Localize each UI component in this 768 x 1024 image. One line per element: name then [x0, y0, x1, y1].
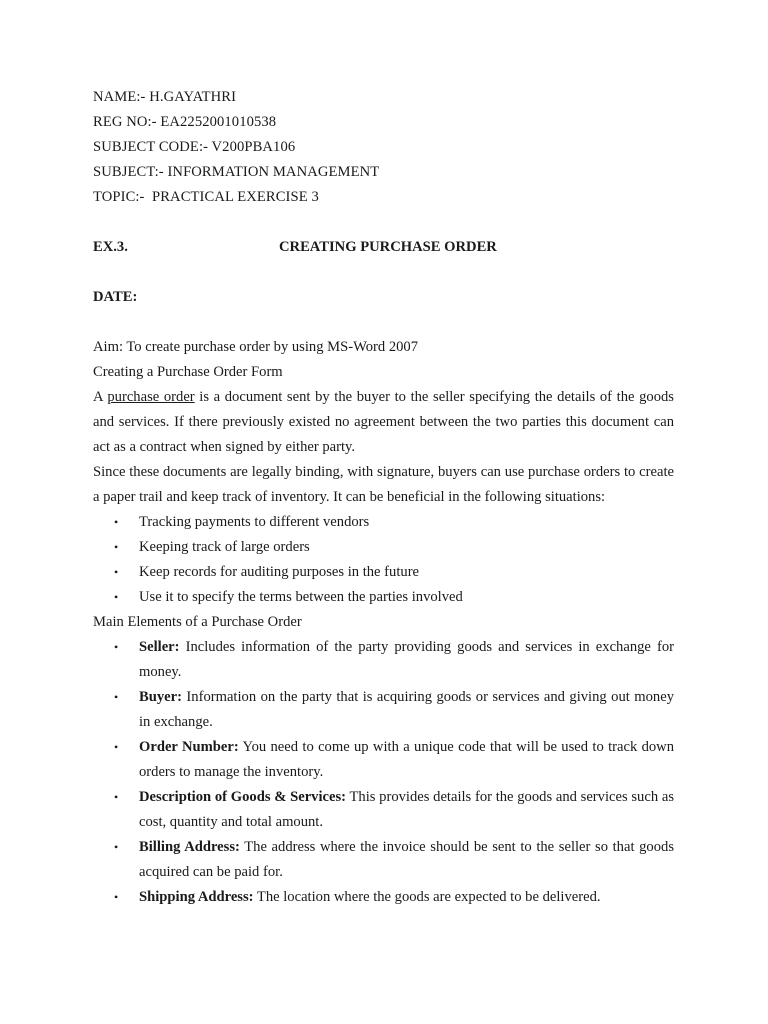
- section-heading: Creating a Purchase Order Form: [93, 364, 283, 380]
- element-text: The location where the goods are expected to be delivered.: [253, 889, 601, 905]
- element-text: Includes information of the party providing goods and services in exchange for money.: [139, 639, 674, 680]
- list-item: [93, 635, 674, 685]
- subject-line: SUBJECT:- INFORMATION MANAGEMENT: [93, 164, 380, 180]
- intro-rest: is a document sent by the buyer to the seller specifying the details of the goods and services. If there previously existed no agreement between the two parties this document can act as a contract when signed by either party.: [93, 389, 674, 455]
- bullet-icon: •: [114, 890, 119, 904]
- bullet-icon: •: [114, 590, 119, 604]
- element-text: You need to come up with a unique code that will be used to track down orders to manage the inventory.: [139, 739, 674, 780]
- bullet-icon: •: [114, 640, 119, 654]
- date-label: DATE:: [93, 289, 138, 305]
- element-text: The address where the invoice should be sent to the seller so that goods acquired can be paid for.: [139, 839, 675, 880]
- student-header: [93, 85, 674, 210]
- elements-list: [93, 635, 674, 910]
- bullet-icon: •: [114, 515, 119, 529]
- elements-heading: Main Elements of a Purchase Order: [93, 614, 302, 630]
- exercise-title: CREATING PURCHASE ORDER: [279, 239, 497, 255]
- element-term: Buyer:: [139, 689, 182, 705]
- bullet-icon: •: [114, 540, 119, 554]
- list-item: • Keeping track of large orders: [93, 535, 674, 560]
- bullet-icon: •: [114, 690, 119, 704]
- situations-list: [93, 510, 674, 610]
- list-item: [93, 685, 674, 735]
- list-item: [93, 835, 674, 885]
- document-page: [93, 85, 674, 910]
- intro-paragraph: [93, 385, 674, 460]
- purchase-order-link[interactable]: purchase order: [107, 389, 195, 405]
- list-item: • Use it to specify the terms between the parties involved: [93, 585, 674, 610]
- element-term: Seller:: [139, 639, 180, 655]
- aim-statement: Aim: To create purchase order by using MS-Word 2007: [93, 339, 419, 355]
- topic-line: TOPIC:- PRACTICAL EXERCISE 3: [93, 189, 319, 205]
- element-term: Description of Goods & Services:: [139, 789, 347, 805]
- element-text: Information on the party that is acquiring goods or services and giving out money in exchange.: [139, 689, 674, 730]
- reg-no-line: REG NO:- EA2252001010538: [93, 114, 277, 130]
- exercise-number: EX.3.: [93, 239, 128, 255]
- bullet-icon: •: [114, 740, 119, 754]
- element-term: Billing Address:: [139, 839, 240, 855]
- bullet-icon: •: [114, 840, 119, 854]
- list-item: • Tracking payments to different vendors: [93, 510, 674, 535]
- element-text: This provides details for the goods and services such as cost, quantity and total amount.: [139, 789, 675, 830]
- element-term: Order Number:: [139, 739, 239, 755]
- element-term: Shipping Address:: [139, 889, 254, 905]
- intro-prefix: A: [93, 389, 108, 405]
- list-item: [93, 735, 674, 785]
- list-item: [93, 785, 674, 835]
- list-item: • Keep records for auditing purposes in the future: [93, 560, 674, 585]
- subject-code-line: SUBJECT CODE:- V200PBA106: [93, 139, 296, 155]
- situations-intro: Since these documents are legally binding, with signature, buyers can use purchase orders to create a paper trail and keep track of inventory. It can be beneficial in the following situations:: [93, 464, 674, 505]
- exercise-heading: [93, 235, 674, 260]
- bullet-icon: •: [114, 790, 119, 804]
- name-line: NAME:- H.GAYATHRI: [93, 89, 237, 105]
- list-item: [93, 885, 674, 910]
- bullet-icon: •: [114, 565, 119, 579]
